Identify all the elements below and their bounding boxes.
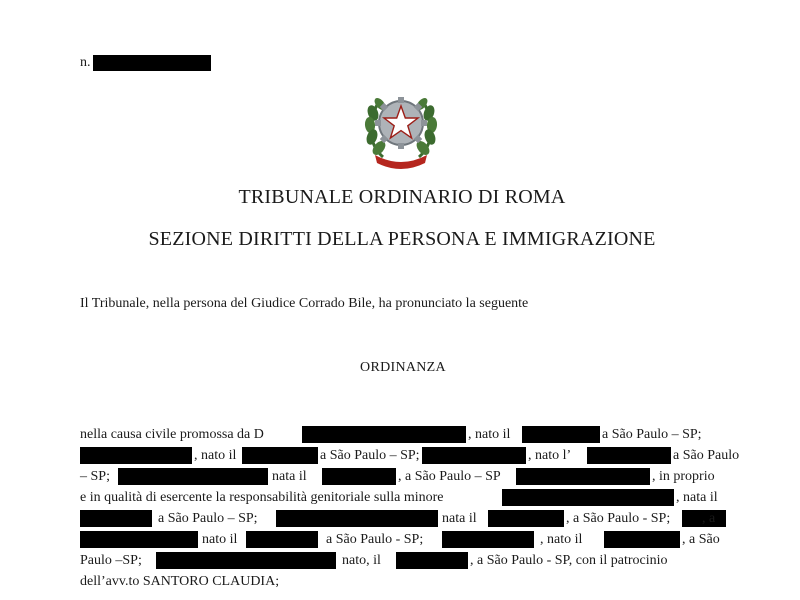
body-line	[80, 487, 726, 508]
text-fragment: , a São Paulo – SP	[398, 469, 501, 484]
text-fragment: , nato il	[468, 427, 511, 442]
redaction-box	[442, 531, 534, 548]
text-fragment: , nato il	[194, 448, 237, 463]
redaction-box	[302, 426, 466, 443]
document-body	[80, 424, 740, 592]
body-line	[80, 529, 726, 550]
text-fragment: , a	[702, 511, 716, 526]
text-fragment: nato il	[202, 532, 238, 547]
text-fragment: e in qualità di esercente la responsabilità genitoriale sulla minore	[80, 490, 444, 505]
redaction-box	[156, 552, 336, 569]
text-fragment: , a São Paulo - SP, con il patrocinio	[470, 553, 668, 568]
redaction-box	[422, 447, 526, 464]
redaction-box	[488, 510, 564, 527]
document-type-heading: ORDINANZA	[360, 360, 446, 375]
redaction-box	[242, 447, 318, 464]
emblem-of-italy-icon	[361, 87, 441, 169]
redaction-box	[80, 447, 192, 464]
text-fragment: , in proprio	[652, 469, 715, 484]
body-line	[80, 550, 726, 571]
text-fragment: Paulo –SP;	[80, 553, 142, 568]
redaction-box	[604, 531, 680, 548]
redaction-box	[93, 55, 211, 71]
text-fragment: a São Paulo – SP;	[320, 448, 420, 463]
text-fragment: a São Paulo – SP;	[602, 427, 702, 442]
body-line	[80, 466, 726, 487]
redaction-box	[80, 510, 152, 527]
text-fragment: a São Paulo - SP;	[326, 532, 424, 547]
text-fragment: nato, il	[342, 553, 381, 568]
text-fragment: a São Paulo	[673, 448, 740, 463]
redaction-box	[502, 489, 674, 506]
redaction-box	[396, 552, 468, 569]
court-section: SEZIONE DIRITTI DELLA PERSONA E IMMIGRAZIONE	[148, 228, 656, 250]
text-fragment: nata il	[442, 511, 477, 526]
text-fragment: , nato il	[540, 532, 583, 547]
body-line	[80, 571, 726, 592]
court-title: TRIBUNALE ORDINARIO DI ROMA	[238, 186, 566, 208]
text-fragment: nata il	[272, 469, 307, 484]
body-line	[80, 445, 740, 466]
text-fragment: , a São	[682, 532, 720, 547]
case-number	[80, 55, 211, 71]
text-fragment: dell’avv.to SANTORO CLAUDIA;	[80, 574, 280, 589]
redaction-box	[587, 447, 671, 464]
text-fragment: a São Paulo – SP;	[158, 511, 258, 526]
body-line	[80, 424, 726, 445]
case-number-prefix: n.	[80, 55, 91, 70]
text-fragment: – SP;	[80, 469, 110, 484]
redaction-box	[80, 531, 198, 548]
redaction-box	[522, 426, 600, 443]
redaction-box	[118, 468, 268, 485]
text-fragment: , a São Paulo - SP;	[566, 511, 671, 526]
text-fragment: nella causa civile promossa da D	[80, 427, 264, 442]
text-fragment: , nato l’	[528, 448, 572, 463]
redaction-box	[516, 468, 650, 485]
body-line	[80, 508, 726, 529]
text-fragment: , nata il	[676, 490, 718, 505]
redaction-box	[276, 510, 438, 527]
intro-text: Il Tribunale, nella persona del Giudice Corrado Bile, ha pronunciato la seguente	[80, 296, 529, 311]
redaction-box	[246, 531, 318, 548]
redaction-box	[322, 468, 396, 485]
